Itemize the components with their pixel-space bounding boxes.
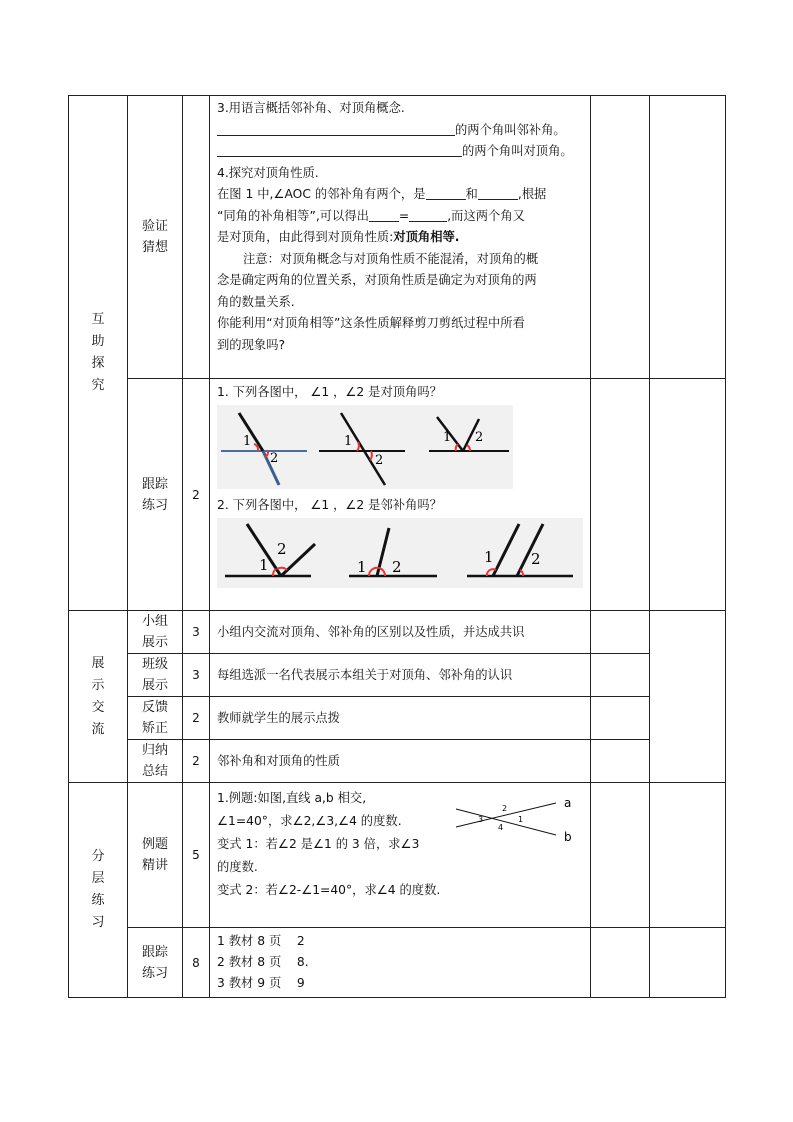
time-group-show: 3 bbox=[183, 611, 210, 654]
time-track-2: 8 bbox=[183, 928, 210, 998]
label-cell-track-1 bbox=[128, 379, 183, 611]
time-example: 5 bbox=[183, 783, 210, 928]
fig-label-1: 1 bbox=[259, 556, 269, 574]
row-class-show bbox=[69, 654, 726, 697]
section-title-mutual-explore: 互助探究 bbox=[91, 312, 105, 393]
section-cell-tiered-practice bbox=[69, 783, 128, 998]
verify-line-12: 到的现象吗? bbox=[217, 337, 286, 352]
example-line-3: 变式 1：若∠2 是∠1 的 3 倍，求∠3 bbox=[217, 837, 420, 851]
empty-cell bbox=[591, 96, 650, 379]
verify-line-10: 角的数量关系. bbox=[217, 294, 295, 309]
section-title-tiered-practice: 分层练习 bbox=[91, 849, 105, 930]
content-verify bbox=[210, 96, 591, 379]
fig-label-2: 2 bbox=[375, 453, 384, 468]
time-cell-verify bbox=[183, 96, 210, 379]
time-feedback: 2 bbox=[183, 697, 210, 740]
angle-label-4: 4 bbox=[498, 823, 504, 832]
section-cell-mutual-explore bbox=[69, 96, 128, 611]
row-group-show bbox=[69, 611, 726, 654]
list-item: 2 教材 8 页 8. bbox=[217, 955, 309, 969]
verify-line-2: 的两个角叫邻补角。 bbox=[217, 120, 584, 142]
fig-label-2: 2 bbox=[277, 540, 287, 558]
fig-label-2: 2 bbox=[270, 451, 279, 466]
fill-blank[interactable] bbox=[478, 185, 518, 200]
empty-cell bbox=[650, 783, 726, 928]
section-cell-show-exchange bbox=[69, 611, 128, 783]
time-track-1: 2 bbox=[183, 379, 210, 611]
fig-label-2: 2 bbox=[392, 558, 402, 576]
track-1-question-1: 1. 下列各图中， ∠1 ，∠2 是对顶角吗？ bbox=[217, 385, 442, 399]
label-cell-example: 例题 精讲 bbox=[128, 783, 183, 928]
empty-cell bbox=[591, 611, 650, 654]
fig-label-2: 2 bbox=[531, 550, 541, 568]
line-label-a: a bbox=[564, 796, 572, 810]
empty-cell bbox=[650, 96, 726, 379]
label-track-1: 跟踪 练习 bbox=[141, 476, 168, 513]
row-track-1 bbox=[69, 379, 726, 611]
example-line-2: ∠1=40°，求∠2,∠3,∠4 的度数. bbox=[217, 814, 402, 828]
row-feedback bbox=[69, 697, 726, 740]
angle-label-2: 2 bbox=[502, 804, 508, 813]
content-group-show: 小组内交流对顶角、邻补角的区别以及性质，并达成共识 bbox=[210, 611, 591, 654]
label-cell-summary: 归纳 总结 bbox=[128, 740, 183, 783]
lesson-plan-table bbox=[68, 95, 726, 998]
content-example bbox=[210, 783, 591, 928]
time-summary: 2 bbox=[183, 740, 210, 783]
content-feedback: 教师就学生的展示点拨 bbox=[210, 697, 591, 740]
example-line-1: 1.例题:如图,直线 a,b 相交, bbox=[217, 791, 367, 805]
fig-label-1: 1 bbox=[484, 548, 494, 566]
row-example bbox=[69, 783, 726, 928]
empty-cell bbox=[650, 611, 726, 783]
empty-cell bbox=[591, 697, 650, 740]
fill-blank[interactable] bbox=[369, 207, 399, 222]
vertical-angle-figures bbox=[217, 405, 513, 489]
row-track-2 bbox=[69, 928, 726, 998]
label-cell-feedback: 反馈 矫正 bbox=[128, 697, 183, 740]
time-class-show: 3 bbox=[183, 654, 210, 697]
label-cell-verify bbox=[128, 96, 183, 379]
empty-cell bbox=[650, 379, 726, 611]
empty-cell bbox=[591, 783, 650, 928]
intersecting-lines-figure bbox=[452, 789, 582, 845]
example-line-4: 的度数. bbox=[217, 860, 258, 874]
verify-line-4: 4.探究对顶角性质. bbox=[217, 165, 319, 180]
empty-cell bbox=[591, 928, 650, 998]
verify-line-6: “同角的补角相等”,可以得出 = ,而这两个角又 bbox=[217, 208, 525, 223]
content-track-1 bbox=[210, 379, 591, 611]
section-title-show-exchange: 展示交流 bbox=[91, 655, 105, 737]
fig-label-2: 2 bbox=[475, 430, 484, 445]
fill-blank[interactable] bbox=[426, 185, 466, 200]
fig-label-1: 1 bbox=[243, 434, 252, 449]
fig-label-1: 1 bbox=[357, 558, 367, 576]
content-summary: 邻补角和对顶角的性质 bbox=[210, 740, 591, 783]
verify-line-8: 注意：对顶角概念与对顶角性质不能混淆，对顶角的概 bbox=[243, 251, 539, 266]
list-item: 1 教材 8 页 2 bbox=[217, 934, 305, 948]
track-1-question-2: 2. 下列各图中， ∠1 ，∠2 是邻补角吗？ bbox=[217, 498, 442, 512]
empty-cell bbox=[591, 740, 650, 783]
angle-label-1: 1 bbox=[518, 815, 524, 824]
example-line-5: 变式 2：若∠2-∠1=40°，求∠4 的度数. bbox=[217, 883, 441, 897]
empty-cell bbox=[591, 379, 650, 611]
row-verify bbox=[69, 96, 726, 379]
list-item: 3 教材 9 页 9 bbox=[217, 976, 305, 990]
empty-cell bbox=[650, 928, 726, 998]
verify-line-1: 3.用语言概括邻补角、对顶角概念. bbox=[217, 101, 405, 115]
verify-line-5: 在图 1 中,∠AOC 的邻补角有两个，是 和 ,根据 bbox=[217, 187, 547, 201]
label-cell-group-show: 小组 展示 bbox=[128, 611, 183, 654]
verify-line-3: 的两个角叫对顶角。 bbox=[217, 141, 584, 163]
label-cell-class-show: 班级 展示 bbox=[128, 654, 183, 697]
fill-blank[interactable] bbox=[409, 207, 447, 222]
line-label-b: b bbox=[564, 830, 572, 844]
verify-line-11: 你能利用“对顶角相等”这条性质解释剪刀剪纸过程中所看 bbox=[217, 316, 525, 330]
angle-label-3: 3 bbox=[478, 815, 484, 824]
label-cell-track-2: 跟踪 练习 bbox=[128, 928, 183, 998]
adjacent-angle-figures bbox=[217, 518, 583, 588]
verify-line-9: 念是确定两角的位置关系，对顶角性质是确定为对顶角的两 bbox=[217, 273, 537, 287]
verify-line-7: 是对顶角，由此得到对顶角性质:对顶角相等. bbox=[217, 230, 460, 244]
row-summary bbox=[69, 740, 726, 783]
empty-cell bbox=[591, 654, 650, 697]
fig-label-1: 1 bbox=[344, 434, 353, 449]
label-verify: 验证 猜想 bbox=[141, 219, 168, 255]
fill-blank[interactable] bbox=[217, 142, 462, 157]
content-track-2 bbox=[210, 928, 591, 998]
fig-label-1: 1 bbox=[443, 430, 452, 445]
content-class-show: 每组选派一名代表展示本组关于对顶角、邻补角的认识 bbox=[210, 654, 591, 697]
fill-blank[interactable] bbox=[217, 121, 455, 136]
